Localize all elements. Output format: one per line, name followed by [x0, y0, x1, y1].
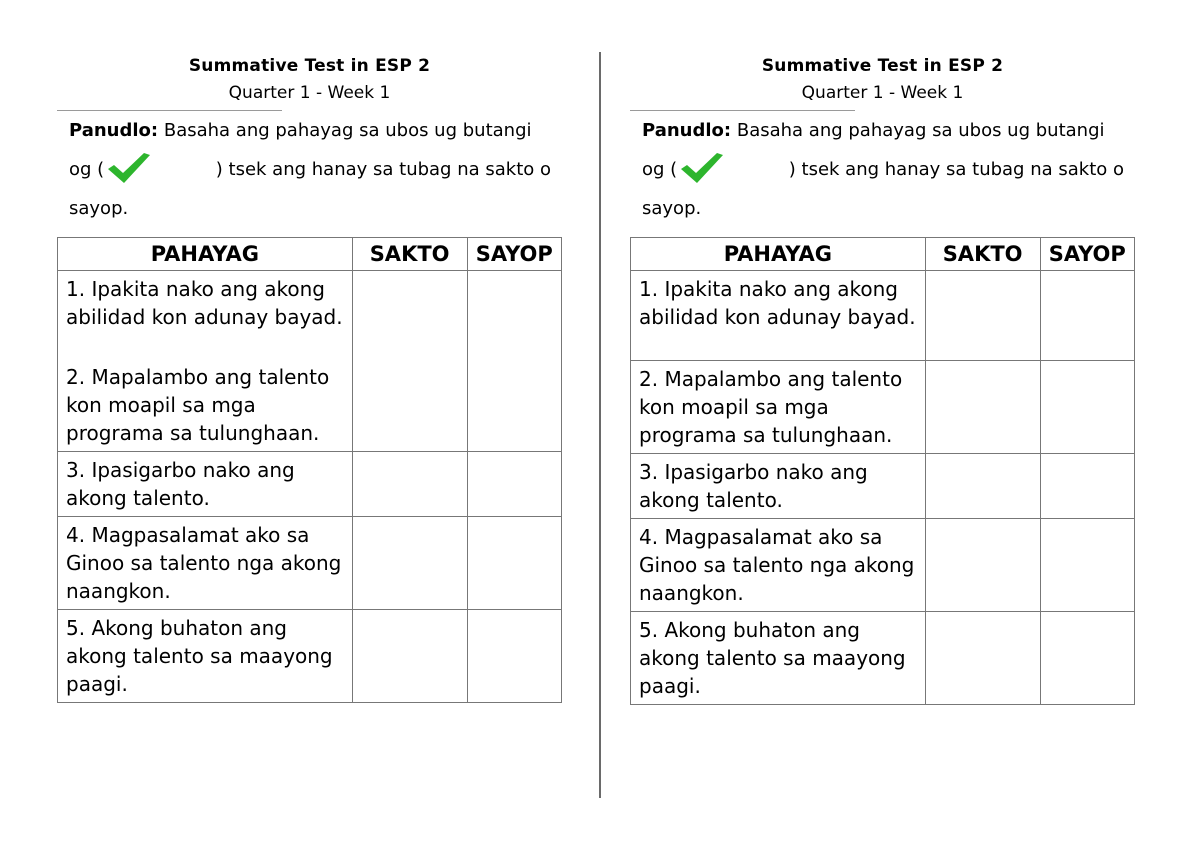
sakto-cell-4[interactable] — [352, 516, 467, 609]
header-sayop: SAYOP — [467, 238, 561, 271]
sakto-cell-3[interactable] — [925, 454, 1040, 519]
instruction-text-2: ) tsek ang hanay sa tubag na sakto o — [215, 159, 551, 180]
instruction-og: og ( — [69, 159, 105, 180]
statement-1: 1. Ipakita nako ang akong abilidad kon adunay bayad. — [58, 271, 353, 361]
sayop-cell-5[interactable] — [1040, 612, 1134, 705]
instruction-line-3: sayop. — [642, 198, 702, 219]
table-header-row — [58, 238, 562, 271]
header-pahayag: PAHAYAG — [58, 238, 353, 271]
sayop-cell-4[interactable] — [467, 516, 561, 609]
instruction-text-1: Basaha ang pahayag sa ubos ug butangi — [736, 120, 1105, 141]
header-sakto: SAKTO — [352, 238, 467, 271]
instructions — [642, 111, 1124, 228]
instruction-line-1 — [69, 111, 551, 150]
instruction-text-1: Basaha ang pahayag sa ubos ug butangi — [163, 120, 532, 141]
answer-table — [57, 237, 562, 703]
sakto-cell-3[interactable] — [352, 451, 467, 516]
statement-4: 4. Magpasalamat ako sa Ginoo sa talento nga akong naangkon. — [631, 519, 926, 612]
sayop-cell-3[interactable] — [467, 451, 561, 516]
check-icon — [677, 155, 727, 185]
sakto-cell-1[interactable] — [925, 271, 1040, 361]
instruction-line-3: sayop. — [69, 198, 129, 219]
page-divider — [599, 52, 601, 798]
sakto-cell-4[interactable] — [925, 519, 1040, 612]
sakto-cell-5[interactable] — [352, 609, 467, 702]
sayop-cell-4[interactable] — [1040, 519, 1134, 612]
statement-1: 1. Ipakita nako ang akong abilidad kon adunay bayad. — [631, 271, 926, 361]
instruction-og: og ( — [642, 159, 678, 180]
test-subtitle: Quarter 1 - Week 1 — [801, 83, 964, 103]
sakto-cell-5[interactable] — [925, 612, 1040, 705]
table-row — [631, 271, 1135, 361]
statement-4: 4. Magpasalamat ako sa Ginoo sa talento nga akong naangkon. — [58, 516, 353, 609]
table-row — [631, 519, 1135, 612]
check-icon — [104, 155, 154, 185]
test-title: Summative Test in ESP 2 — [761, 56, 1004, 76]
table-header-row — [631, 238, 1135, 271]
test-sheet-left — [57, 52, 562, 703]
sayop-cell-1[interactable] — [1040, 271, 1134, 361]
table-row — [631, 612, 1135, 705]
header-sayop: SAYOP — [1040, 238, 1134, 271]
instructions — [69, 111, 551, 228]
statement-3: 3. Ipasigarbo nako ang akong talento. — [631, 454, 926, 519]
sakto-cell-2[interactable] — [925, 361, 1040, 454]
table-row — [58, 516, 562, 609]
test-sheet-right — [630, 52, 1135, 705]
header-sakto: SAKTO — [925, 238, 1040, 271]
test-subtitle: Quarter 1 - Week 1 — [228, 83, 391, 103]
statement-2: 2. Mapalambo ang talento kon moapil sa mga programa sa tulunghaan. — [631, 361, 926, 454]
instruction-text-2: ) tsek ang hanay sa tubag na sakto o — [788, 159, 1124, 180]
instruction-line-1 — [642, 111, 1124, 150]
instruction-label: Panudlo: — [642, 120, 732, 141]
table-row — [58, 609, 562, 702]
instruction-line-2 — [642, 150, 1124, 189]
instruction-label: Panudlo: — [69, 120, 159, 141]
sakto-cell-1-2[interactable] — [352, 271, 467, 452]
statement-5: 5. Akong buhaton ang akong talento sa maayong paagi. — [631, 612, 926, 705]
statement-5: 5. Akong buhaton ang akong talento sa maayong paagi. — [58, 609, 353, 702]
table-row — [631, 361, 1135, 454]
table-row — [58, 271, 562, 361]
sayop-cell-2[interactable] — [1040, 361, 1134, 454]
header-pahayag: PAHAYAG — [631, 238, 926, 271]
sayop-cell-5[interactable] — [467, 609, 561, 702]
table-row — [631, 454, 1135, 519]
answer-table — [630, 237, 1135, 705]
sayop-cell-1-2[interactable] — [467, 271, 561, 452]
statement-3: 3. Ipasigarbo nako ang akong talento. — [58, 451, 353, 516]
sayop-cell-3[interactable] — [1040, 454, 1134, 519]
test-title: Summative Test in ESP 2 — [188, 56, 431, 76]
statement-2: 2. Mapalambo ang talento kon moapil sa mga programa sa tulunghaan. — [58, 361, 353, 452]
table-row — [58, 451, 562, 516]
instruction-line-2 — [69, 150, 551, 189]
